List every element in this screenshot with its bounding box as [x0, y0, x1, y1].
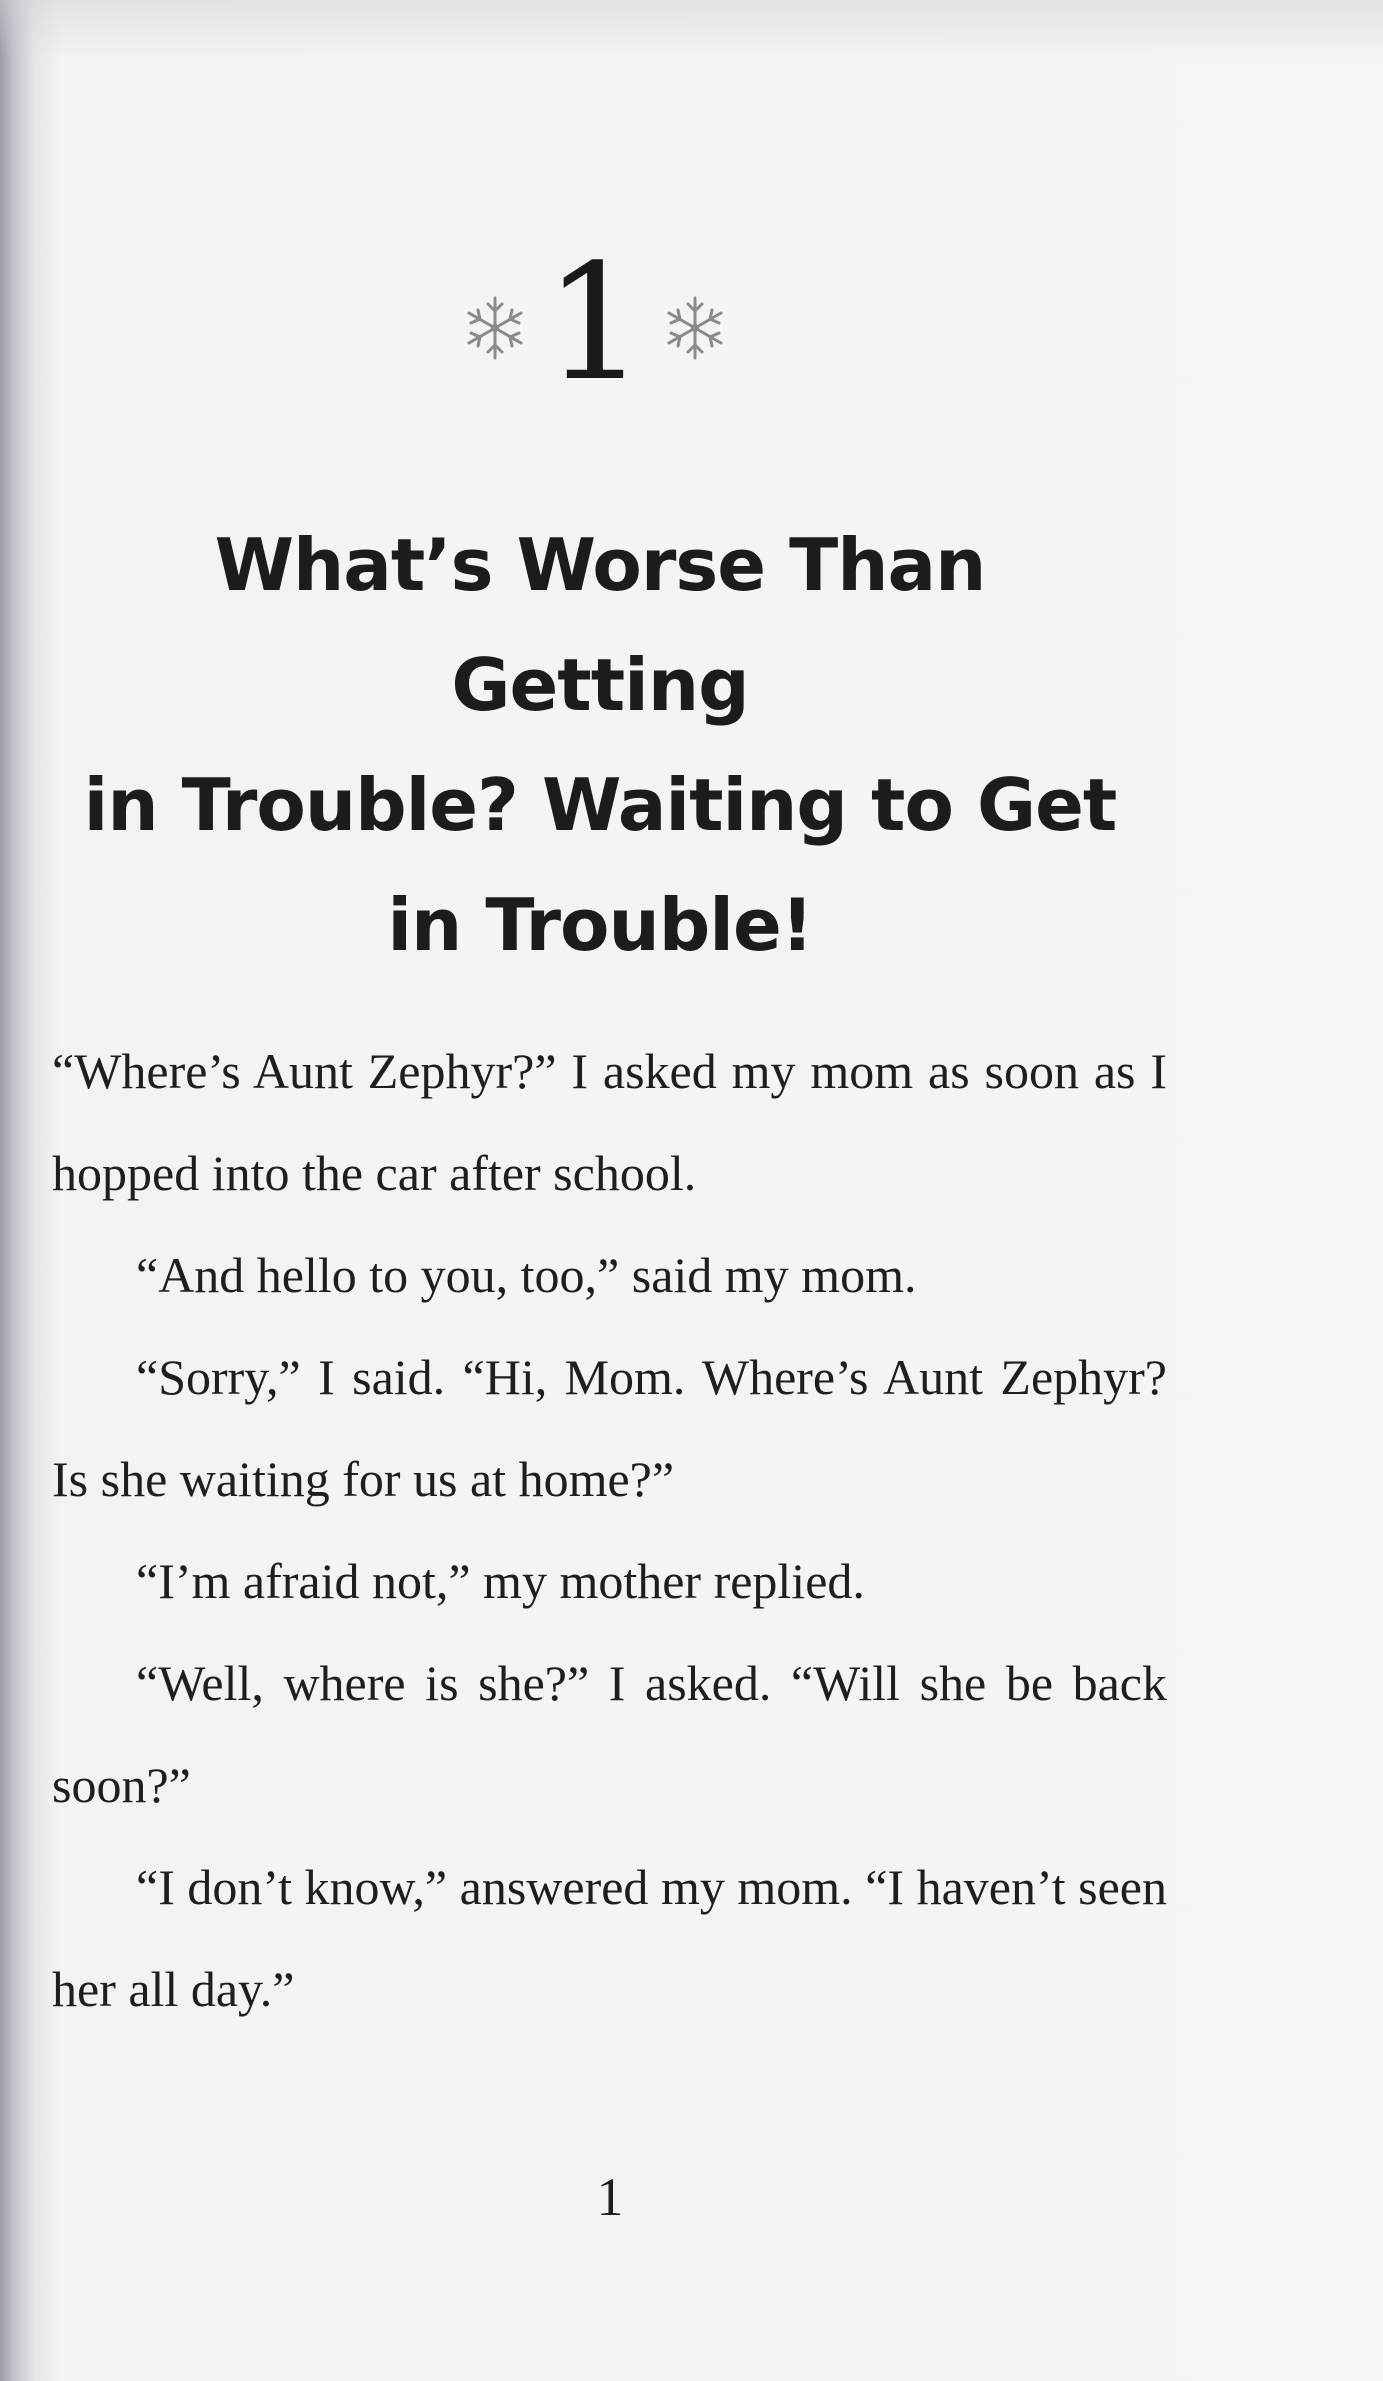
snowflake-icon: [460, 293, 530, 363]
paragraph: “Well, where is she?” I asked. “Will she be back soon?”: [52, 1655, 1167, 1813]
chapter-body: [52, 1020, 1167, 2040]
chapter-number: 1: [544, 229, 646, 416]
paragraph: “I’m afraid not,” my mother replied.: [136, 1553, 865, 1609]
chapter-title: [80, 505, 1120, 985]
chapter-number-block: [440, 228, 750, 418]
page-number: 1: [596, 2167, 624, 2227]
snowflake-icon: [660, 293, 730, 363]
paragraph: “I don’t know,” answered my mom. “I haven’t seen her all day.”: [52, 1859, 1167, 2017]
chapter-title-line: What’s Worse Than Getting: [214, 523, 986, 727]
paragraph: “Sorry,” I said. “Hi, Mom. Where’s Aunt Zephyr? Is she waiting for us at home?”: [52, 1349, 1167, 1507]
paragraph: “Where’s Aunt Zephyr?” I asked my mom as soon as I hopped into the car after school.: [52, 1043, 1167, 1201]
chapter-title-line: in Trouble? Waiting to Get: [83, 763, 1117, 847]
chapter-title-line: in Trouble!: [387, 883, 813, 967]
paragraph: “And hello to you, too,” said my mom.: [136, 1247, 917, 1303]
page-shadow: [0, 0, 1383, 60]
